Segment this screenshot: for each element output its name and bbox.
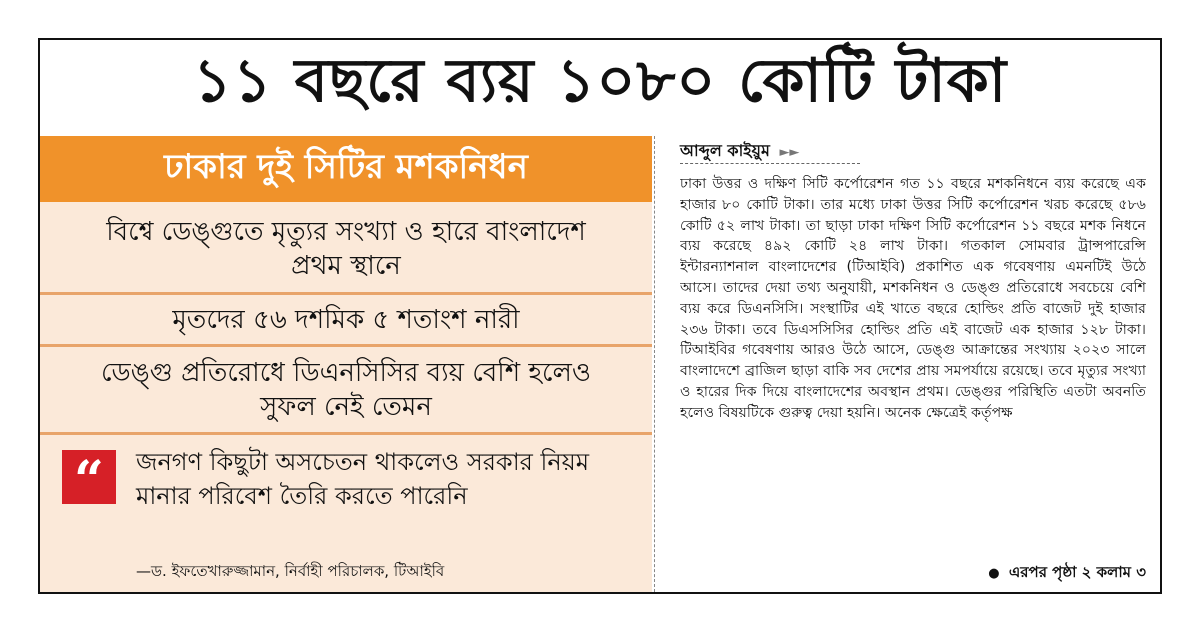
bullet-icon: ● (988, 566, 1000, 581)
continuation-note (980, 561, 1146, 586)
headline: ১১ বছরে ব্যয় ১০৮০ কোটি টাকা (192, 46, 1008, 116)
pull-quote (40, 436, 652, 592)
highlight-point-3: ডেঙ্গু প্রতিরোধে ডিএনসিসির ব্যয় বেশি হলেও সুফল নেই তেমন (101, 357, 591, 422)
article-body: ঢাকা উত্তর ও দক্ষিণ সিটি কর্পোরেশন গত ১১ বছরে মশকনিধনে ব্যয় করেছে এক হাজার ৮০ কোটি টাকা। তার মধ্যে ঢাকা উত্তর সিটি কর্পোরেশন খরচ করেছে ৫৮৬ কোটি ৫২ লাখ টাকা। তা ছাড়া ঢাকা দক্ষিণ সিটি কর্পোরেশন ১১ বছরে মশক নিধনে ব্যয় করেছে ৪৯২ কোটি ২৪ লাখ টাকা। গতকাল সোমবার ট্রান্সপারেন্সি ইন্টারন্যাশনাল বাংলাদেশের (টিআইবি) প্রকাশিত এক গবেষণায় এমনটিই উঠে আসে। তাদের দেয়া তথ্য অনুযায়ী, মশকনিধন ও ডেঙ্গু প্রতিরোধে সবচেয়ে বেশি ব্যয় করে ডিএনসিসি। সংস্থাটির এই খাতে বছরে হোল্ডিং প্রতি বাজেট দুই হাজার ২৩৬ টাকা। তবে ডিএসসিসির হোল্ডিং প্রতি এই বাজেট এক হাজার ১২৮ টাকা। টিআইবির গবেষণায় আরও উঠে আসে, ডেঙ্গু আক্রান্তের সংখ্যায় ২০২৩ সালে বাংলাদেশে ব্রাজিল ছাড়া বাকি সব দেশের প্রায় সমপর্যায়ে রয়েছে। তবে মৃত্যুর সংখ্যা ও হারের দিক দিয়ে বাংলাদেশের অবস্থান প্রথম। ডেঙ্গুর পরিস্থিতি এতটা অবনতি হলেও বিষয়টিকে গুরুত্ব দেয়া হয়নি। অনেক ক্ষেত্রেই কর্তৃপক্ষ (680, 176, 1146, 421)
quote-text: জনগণ কিছুটা অসচেতন থাকলেও সরকার নিয়ম মানার পরিবেশ তৈরি করতে পারেনি (136, 448, 590, 510)
column-divider (654, 136, 655, 592)
highlights-panel (40, 136, 652, 592)
highlight-divider (40, 344, 652, 347)
byline-arrows-icon: ►► (779, 145, 800, 160)
continuation-text: এরপর পৃষ্ঠা ২ কলাম ৩ (1008, 563, 1146, 581)
highlight-point-2: মৃতদের ৫৬ দশমিক ৫ শতাংশ নারী (172, 304, 520, 335)
byline-name: আব্দুল কাইয়ুম (680, 141, 770, 160)
highlight-divider (40, 292, 652, 295)
highlight-divider (40, 432, 652, 435)
byline (680, 138, 860, 164)
quote-attribution: —ড. ইফতেখারুজ্জামান, নির্বাহী পরিচালক, টিআইবি (136, 562, 445, 580)
kicker-banner: ঢাকার দুই সিটির মশকনিধন (40, 136, 652, 202)
quote-mark-icon: “ (62, 450, 116, 504)
news-clipping (38, 38, 1162, 594)
highlight-point-1: বিশ্বে ডেঙ্গুতে মৃত্যুর সংখ্যা ও হারে বাংলাদেশ প্রথম স্থানে (106, 216, 586, 281)
